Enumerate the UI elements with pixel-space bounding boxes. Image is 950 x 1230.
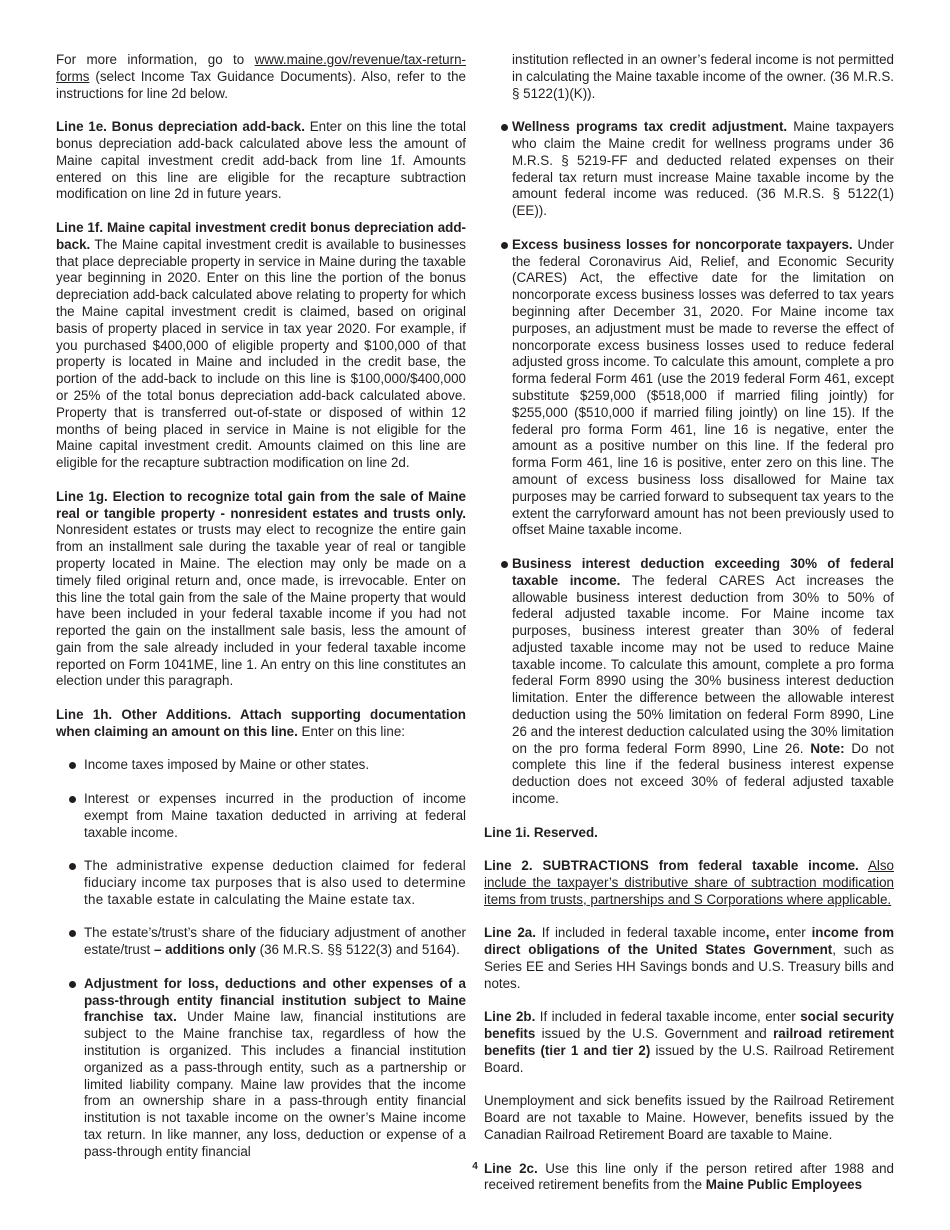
line-2b-paragraph: Line 2b. If included in federal taxable income, enter social security benefits issued by the U.S. Government and railroad retirement benefits (tier 1 and tier 2) issued by the U.S. Railroad Retirement Board. [484,1009,894,1075]
page-number: 4 [472,1161,478,1172]
list-item: The administrative expense deduction claimed for federal fiduciary income tax purposes that is also used to determine the taxable estate in calculating the Maine estate tax. [56,858,466,908]
line-2b-heading: Line 2b. [484,1009,536,1025]
intro-paragraph: For more information, go to www.maine.gov/revenue/tax-return-forms (select Income Tax Guidance Documents). Also, refer to the instructions for line 2d below. [56,52,466,101]
right-column [484,52,894,1211]
list-item: Wellness programs tax credit adjustment. Maine taxpayers who claim the Maine credit for wellness programs under 36 M.R.S. § 5219-FF and deducted related expenses on their federal tax return must increase Maine taxable income by the amount federal income was reduced. (36 M.R.S. § 5122(1)(EE)). [484,119,894,220]
tax-forms-link[interactable]: www.maine.gov/revenue/tax-return-forms [56,52,466,84]
line-1i-heading: Line 1i. Reserved. [484,824,598,840]
line-2-heading: Line 2. SUBTRACTIONS from federal taxable income. [484,858,859,874]
line-1e-heading: Line 1e. Bonus depreciation add-back. [56,119,305,135]
additions-bullet-list [484,119,894,808]
list-item: Adjustment for loss, deductions and other expenses of a pass-through entity financial institution subject to Maine franchise tax. Under Maine law, financial institutions are subject to the Maine franchise tax, regardless of how the institution is organized. This includes a financial institution organized as a pass-through entity, such as a partnership or limited liability company. Maine law provides that the income from an ownership share in a pass-through entity financial institution is not taxable income on the owner’s Maine income tax return. In like manner, any loss, deduction or expense of a pass-through entity financial [56,976,466,1161]
line-1h-paragraph: Line 1h. Other Additions. Attach supporting documentation when claiming an amount on this line. Enter on this line: [56,707,466,739]
unemployment-paragraph: Unemployment and sick benefits issued by the Railroad Retirement Board are not taxable to Maine. However, benefits issued by the Canadian Railroad Retirement Board are taxable to Maine. [484,1093,894,1142]
line-1g-heading: Line 1g. Election to recognize total gain from the sale of Maine real or tangible property - nonresident estates and trusts only. [56,488,466,521]
list-item: Business interest deduction exceeding 30% of federal taxable income. The federal CARES Act increases the allowable business interest deduction from 30% to 50% of federal adjusted taxable income. For Maine income tax purposes, business interest greater than 30% of federal adjusted taxable income may not be used to reduce Maine taxable income. To calculate this amount, complete a pro forma federal Form 8990 using the 30% business interest deduction limitation. Enter the difference between the allowable interest deduction using the 50% limitation on federal Form 8990, Line 26 and the interest deduction calculated using the 30% limitation on the pro forma federal Form 8990, Line 26. Note: Do not complete this line if the federal business interest expense deduction does not exceed 30% of federal adjusted taxable income. [484,556,894,808]
left-column [56,52,466,1177]
list-item: Income taxes imposed by Maine or other states. [56,757,466,774]
line-2a-paragraph: Line 2a. If included in federal taxable income, enter income from direct obligations of the United States Government, such as Series EE and Series HH Savings bonds and U.S. Treasury bills and notes. [484,925,894,991]
line-2-paragraph: Line 2. SUBTRACTIONS from federal taxable income. Also include the taxpayer’s distributive share of subtraction modification items from trusts, partnerships and S Corporations where applicable. [484,858,894,907]
bullet-continuation: institution reflected in an owner’s federal income is not permitted in calculating the Maine taxable income of the owner. (36 M.R.S. § 5122(1)(K)). [512,52,894,101]
list-item: Interest or expenses incurred in the production of income exempt from Maine taxation deducted in arriving at federal taxable income. [56,791,466,841]
list-item: The estate’s/trust’s share of the fiduciary adjustment of another estate/trust – additions only (36 M.R.S. §§ 5122(3) and 5164). [56,925,466,959]
line-2c-heading: Line 2c. [484,1160,538,1176]
line-1h-heading: Line 1h. Other Additions. Attach supporting documentation when claiming an amount on this line. [56,707,466,739]
list-item: Excess business losses for noncorporate taxpayers. Under the federal Coronavirus Aid, Relief, and Economic Security (CARES) Act, the effective date for the limitation on noncorporate excess business losses was deferred to tax years beginning after December 31, 2020. For Maine income tax purposes, an adjustment must be made to reverse the effect of noncorporate excess business losses used to reduce federal adjusted gross income. To calculate this amount, complete a pro forma federal Form 461 (use the 2019 federal Form 461, except substitute $259,000 ($518,000 if married filing jointly) for $255,000 ($510,000 if married filing jointly) on line 15). If the federal pro forma Form 461, line 16 is negative, enter the amount as a positive number on this line. If the federal pro forma Form 461, line 16 is positive, enter zero on this line. The amount of excess business loss disallowed for Maine tax purposes may be carried forward to subsequent tax years to the extent the carryforward amount has not been previously used to offset Maine taxable income. [484,237,894,539]
note-label: Note: [810,740,845,756]
line-1f-paragraph: Line 1f. Maine capital investment credit bonus depreciation add-back. The Maine capital investment credit is available to businesses that place depreciable property in service in Maine during the taxable year beginning in 2020. Enter on this line the portion of the bonus depreciation add-back calculated above relating to property for which the Maine capital investment credit is claimed, based on original basis of property placed in service in tax year 2020. For example, if you purchased $400,000 of eligible property and $100,000 of that property is located in Maine and included in the credit base, the portion of the add-back to include on this line is $100,000/$400,000 or 25% of the total bonus depreciation add-back calculated above. Property that is transferred out-of-state or disposed of within 12 months of being placed in service in Maine is not eligible for the Maine capital investment credit. Amounts claimed on this line are eligible for the recapture subtraction modification on line 2d. [56,219,466,471]
line-1i-paragraph [484,825,894,842]
line-1h-bullet-list [56,757,466,1160]
line-2a-heading: Line 2a. [484,925,536,941]
line-1f-heading: Line 1f. Maine capital investment credit bonus depreciation add-back. [56,219,466,252]
line-2c-paragraph: Line 2c. Use this line only if the person retired after 1988 and received retirement benefits from the Maine Public Employees [484,1160,894,1193]
line-1g-paragraph: Line 1g. Election to recognize total gain from the sale of Maine real or tangible property - nonresident estates and trusts only. Nonresident estates or trusts may elect to recognize the entire gain from an installment sale during the taxable year of real or tangible property located in Maine. The election may only be made on a timely filed original return and, once made, is irrevocable. Enter on this line the total gain from the sale of the Maine property that would have been included in your federal taxable income if you had not reported the gain on the installment sale basis, less the amount of gain from the sale already included in your federal taxable income reported on Form 1041ME, line 1. An entry on this line constitutes an election under this paragraph. [56,488,466,689]
line-1e-paragraph: Line 1e. Bonus depreciation add-back. Enter on this line the total bonus depreciation add-back calculated above less the amount of Maine capital investment credit add-back from line 1f. Amounts entered on this line are eligible for the recapture subtraction modification on line 2d in future years. [56,119,466,202]
